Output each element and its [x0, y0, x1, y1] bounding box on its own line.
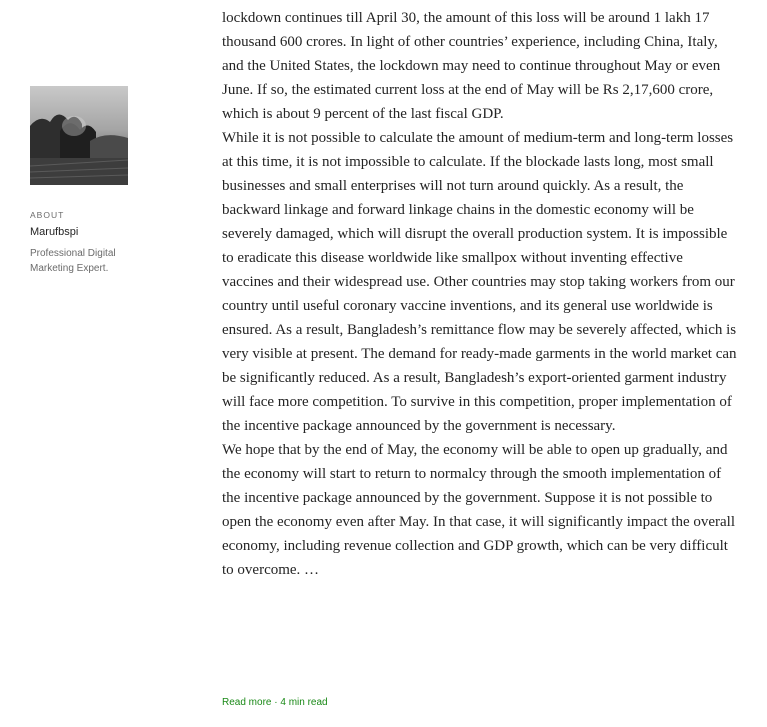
article-paragraph: lockdown continues till April 30, the amount of this loss will be around 1 lakh 17 thousand 600 crores. In light of other countries’ experience, including China, Italy, and the United States, the lockdown may need to continue throughout May or even June. If so, the estimated current loss at the end of May will be Rs 2,17,600 crore, which is about 9 percent of the last fiscal GDP. [222, 10, 721, 122]
article-paragraph: While it is not possible to calculate the amount of medium-term and long-term losses at this time, it is not impossible to calculate. If the blockade lasts long, most small businesses and small enterprises will not turn around quickly. As a result, the backward linkage and forward linkage chains in the domestic economy will be severely damaged, which will disrupt the overall production system. It is impossible to eradicate this disease worldwide like smallpox without inventing effective vaccines and their widespread use. Other countries may stop taking workers from our country until useful coronary vaccine inventions, and its general use worldwide is ensured. As a result, Bangladesh’s remittance flow may be severely affected, which is very visible at present. The demand for ready-made garments in the world market can be significantly reduced. As a result, Bangladesh’s export-oriented garment industry will face more competition. To survive in this competition, proper implementation of the incentive package announced by the government is necessary. [222, 130, 737, 434]
author-avatar[interactable] [30, 86, 128, 185]
article-body [222, 6, 737, 582]
author-bio [30, 246, 150, 276]
author-sidebar [30, 86, 150, 276]
about-label: ABOUT [30, 210, 65, 220]
read-more-row [222, 697, 328, 708]
read-more-link[interactable]: Read more [222, 697, 272, 708]
avatar-photo-icon [30, 86, 128, 185]
author-bio-line: Marketing Expert. [30, 263, 109, 274]
read-time: 4 min read [280, 697, 328, 708]
article-paragraph: We hope that by the end of May, the economy will be able to open up gradually, and the economy will start to return to normalcy through the smooth implementation of the incentive package announced by the government. Suppose it is not possible to open the economy even after May. In that case, it will significantly impact the overall economy, including revenue collection and GDP growth, which can be very difficult to overcome. … [222, 442, 736, 578]
separator: · [271, 697, 281, 708]
author-bio-line: Professional Digital [30, 248, 116, 259]
author-name[interactable]: Marufbspi [30, 226, 79, 238]
